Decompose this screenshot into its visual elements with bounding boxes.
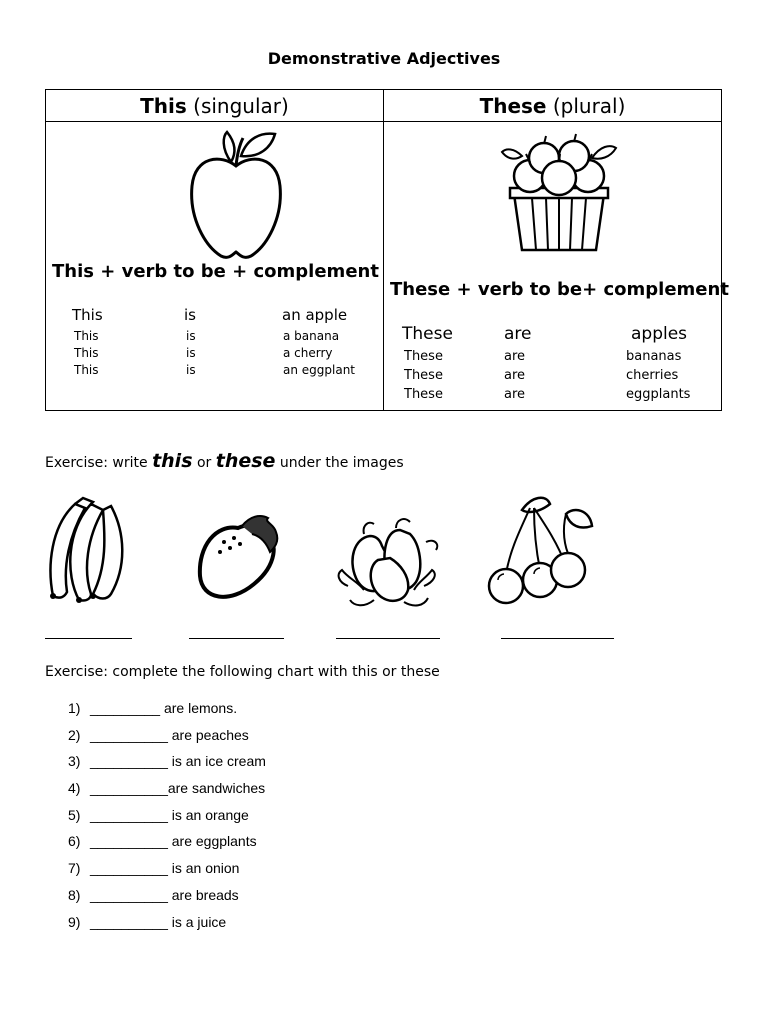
- header-plural: These (plural): [384, 90, 722, 122]
- apple-basket-outline-icon: [492, 126, 627, 256]
- page-title: Demonstrative Adjectives: [267, 49, 501, 68]
- answer-blank[interactable]: [336, 626, 440, 639]
- list-item: 2) __________ are peaches: [68, 726, 249, 743]
- plural-cell: These + verb to be+ complement These are apples These are bananas These are cherries These are eggplants: [384, 122, 721, 410]
- plural-formula: These + verb to be+ complement: [390, 279, 729, 300]
- exercise2-instruction: Exercise: complete the following chart with this or these: [45, 664, 440, 680]
- list-item: 5) __________ is an orange: [68, 806, 249, 823]
- exercise2-list: [68, 700, 266, 940]
- header-singular: This (singular): [46, 90, 384, 122]
- singular-formula: This + verb to be + complement: [52, 261, 379, 282]
- singular-cell: This + verb to be + complement This is an apple This is a banana This is a cherry This is an eggplant: [46, 122, 383, 410]
- list-item: 4) __________are sandwiches: [68, 780, 266, 797]
- list-item: 3) __________ is an ice cream: [68, 753, 266, 770]
- answer-blank[interactable]: [501, 626, 614, 639]
- list-item: 9) __________ is a juice: [68, 913, 227, 930]
- demonstrative-table: [45, 89, 729, 411]
- list-item: 6) __________ are eggplants: [68, 833, 257, 850]
- bananas-icon: [45, 496, 145, 608]
- list-item: 8) __________ are breads: [68, 886, 239, 903]
- list-item: 1) _________ are lemons.: [68, 700, 238, 716]
- list-item: 7) __________ is an onion: [68, 860, 240, 877]
- answer-blank[interactable]: [189, 626, 284, 639]
- answer-blank[interactable]: [45, 626, 132, 639]
- apple-outline-icon: [181, 128, 291, 268]
- exercise1-instruction: Exercise: write this or these under the images: [45, 450, 404, 472]
- cherries-icon: [486, 490, 598, 608]
- strawberry-icon: [194, 512, 284, 604]
- eggplants-icon: [334, 516, 442, 608]
